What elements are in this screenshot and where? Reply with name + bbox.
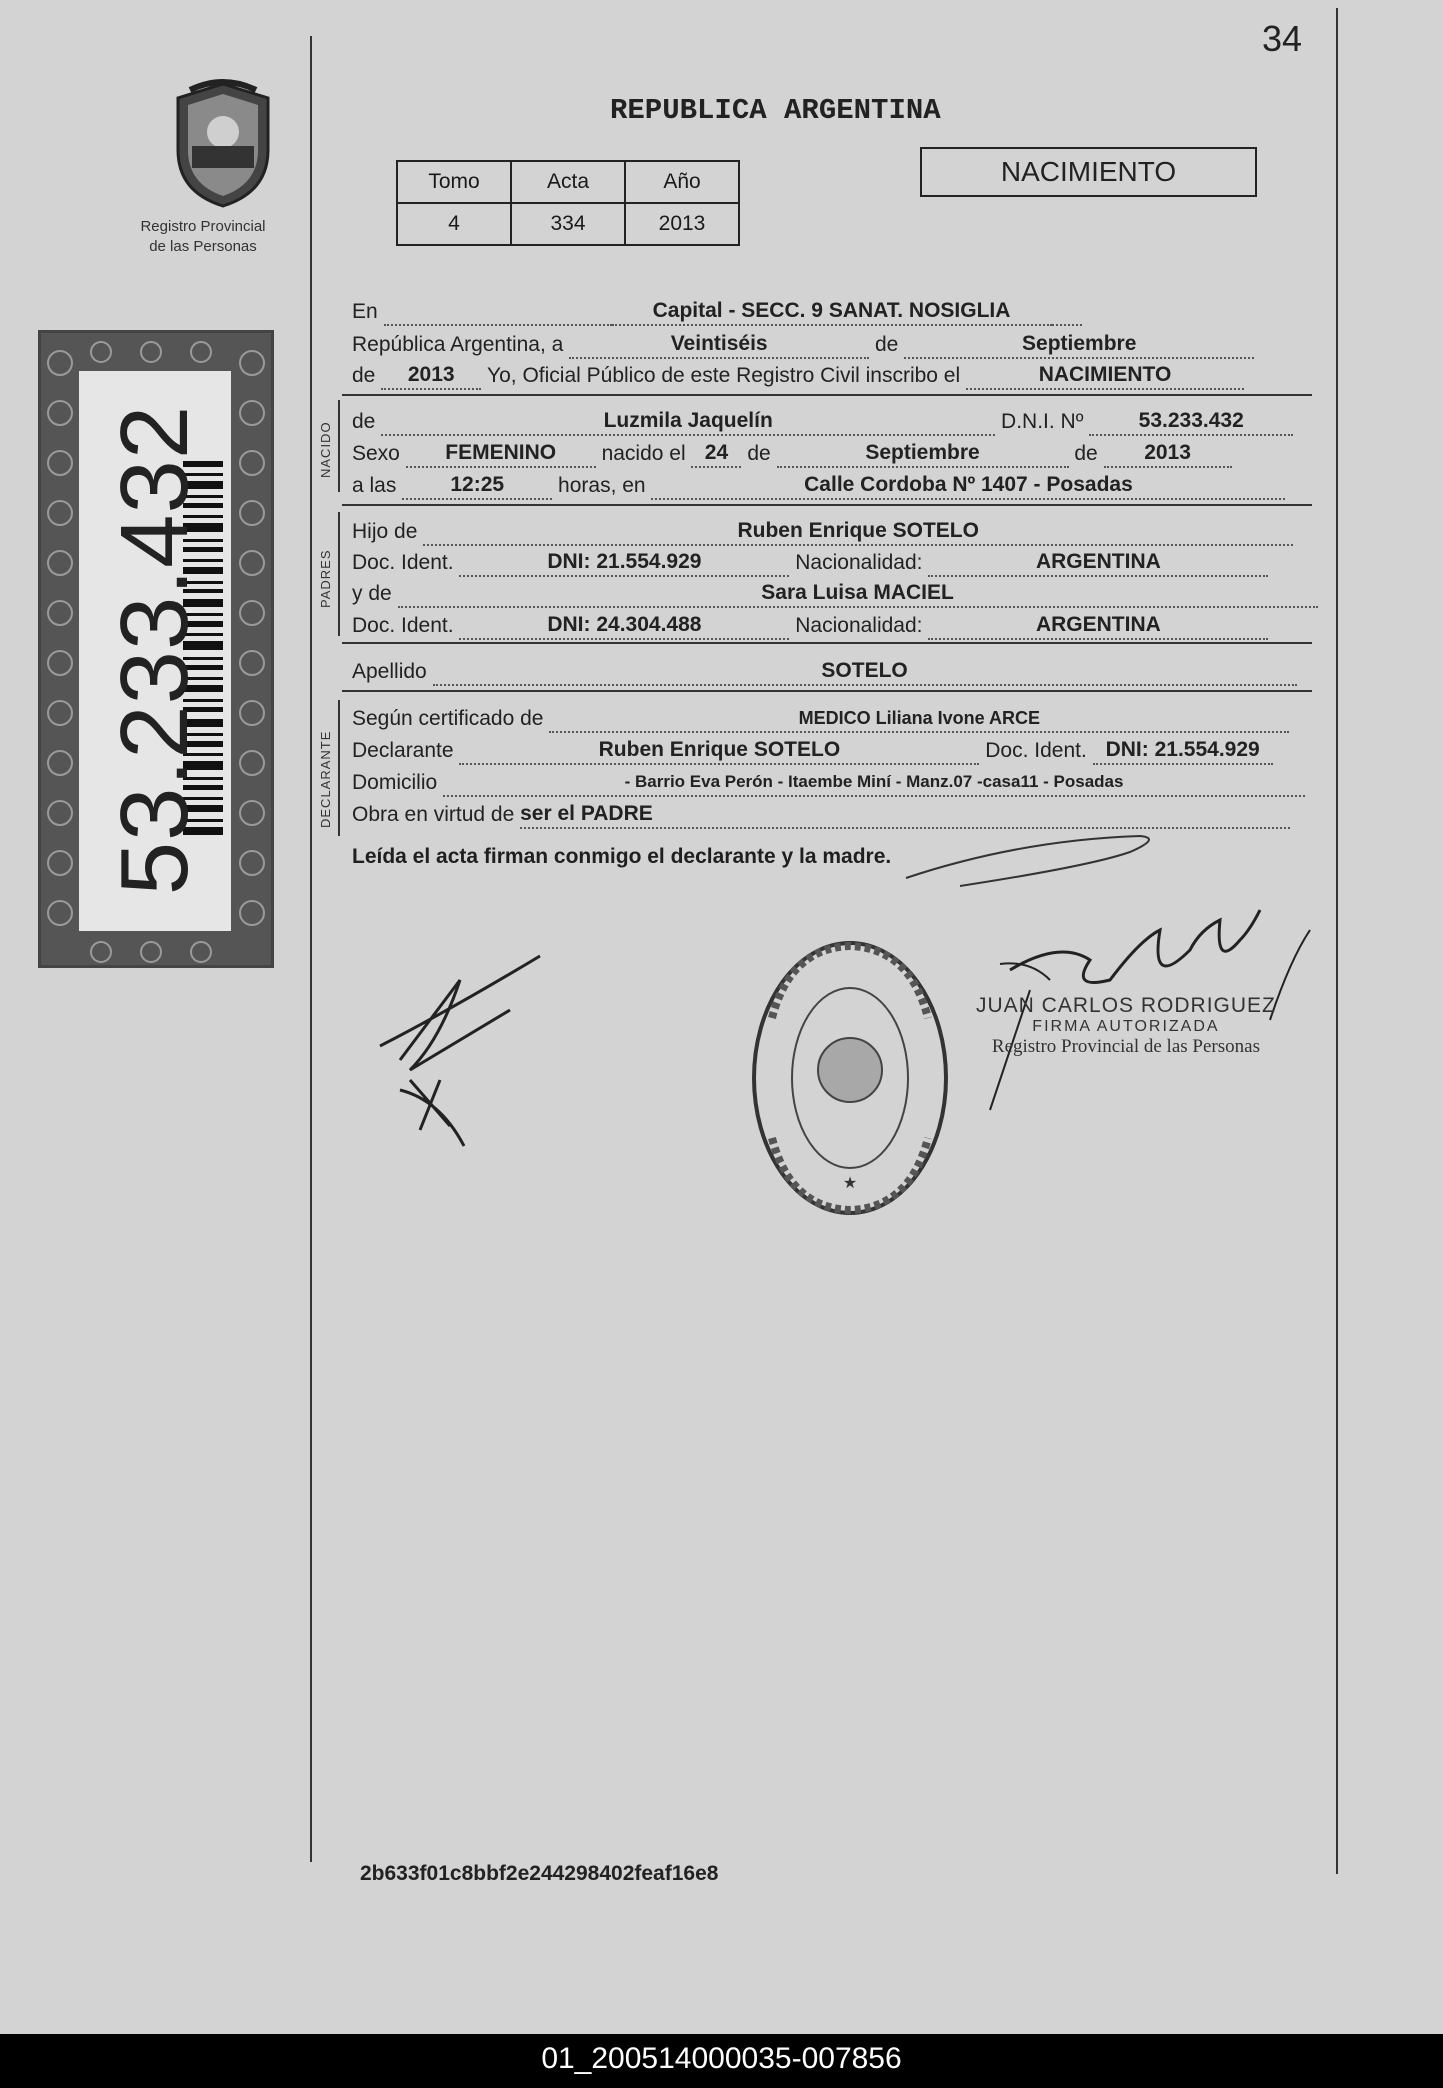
register-header-anio: Año [625, 161, 739, 203]
mother-nationality-value: ARGENTINA [928, 612, 1268, 640]
declarant-signature-icon [370, 950, 550, 1150]
domicilio-value: - Barrio Eva Perón - Itaembe Miní - Manz.07 -casa11 - Posadas [443, 769, 1305, 797]
declarante-rule [338, 700, 340, 836]
birth-year-value: 2013 [1104, 440, 1232, 468]
nacido-row-1 [352, 408, 1293, 436]
declarante-section-label: DECLARANTE [318, 730, 333, 828]
registry-stamp-icon [750, 938, 950, 1218]
signer-organization: Registro Provincial de las Personas [991, 1036, 1260, 1057]
register-header-acta: Acta [511, 161, 625, 203]
padres-row-1 [352, 518, 1293, 546]
separator-apellido [342, 690, 1312, 692]
apellido-row [352, 658, 1297, 686]
misiones-seal-icon [168, 80, 278, 210]
label-declarante: Declarante [352, 739, 454, 762]
document-hash: 2b633f01c8bbf2e244298402feaf16e8 [360, 1862, 719, 1885]
registry-name-line1: Registro Provincial [140, 218, 266, 235]
declarante-row-4 [352, 801, 1290, 829]
label-de-name: de [352, 410, 376, 433]
register-anio-value: 2013 [625, 203, 739, 245]
separator-nacido [342, 504, 1312, 506]
declarante-doc-value: DNI: 21.554.929 [1093, 737, 1273, 765]
label-sexo: Sexo [352, 442, 400, 465]
id-strip-number: 53.233.432 [101, 404, 208, 896]
page-number: 34 [1262, 18, 1303, 59]
mother-doc-value: DNI: 24.304.488 [459, 612, 789, 640]
declarante-row-2 [352, 737, 1273, 765]
child-name-value: Luzmila Jaquelín [381, 408, 995, 436]
separator-intro [342, 394, 1312, 396]
father-doc-value: DNI: 21.554.929 [459, 549, 789, 577]
nacido-row-2 [352, 440, 1232, 468]
register-tomo-value: 4 [397, 203, 511, 245]
signature-block [976, 994, 1276, 1058]
label-nationality-mother: Nacionalidad: [795, 614, 923, 637]
year-value: 2013 [381, 362, 481, 390]
place-value: Capital - SECC. 9 SANAT. NOSIGLIA [612, 298, 1052, 326]
id-label-panel [79, 371, 231, 931]
birth-month-value: Septiembre [777, 440, 1069, 468]
country-title: REPUBLICA ARGENTINA [610, 94, 941, 127]
right-margin-rule [1336, 8, 1338, 1874]
birth-day-value: 24 [691, 440, 741, 468]
birth-time-value: 12:25 [402, 472, 552, 500]
label-de-birth-month: de [747, 442, 771, 465]
register-header-tomo: Tomo [397, 161, 511, 203]
nacido-rule [338, 400, 340, 492]
label-apellido: Apellido [352, 660, 427, 683]
label-de-month: de [875, 333, 899, 356]
obra-value: ser el PADRE [520, 801, 1290, 829]
province-emblem [128, 80, 278, 255]
nacido-row-3 [352, 472, 1285, 500]
label-de-year: de [352, 364, 376, 387]
label-domicilio: Domicilio [352, 771, 438, 794]
label-nationality-father: Nacionalidad: [795, 551, 923, 574]
mother-name-value: Sara Luisa MACIEL [398, 580, 1318, 608]
intro-row-1 [352, 298, 1082, 326]
signer-name: JUAN CARLOS RODRIGUEZ [976, 994, 1276, 1017]
padres-row-3 [352, 580, 1318, 608]
registry-name-line2: de las Personas [149, 238, 257, 255]
padres-rule [338, 512, 340, 636]
register-acta-value: 334 [511, 203, 625, 245]
closing-statement: Leída el acta firman conmigo el declarante y la madre. [352, 845, 892, 868]
label-dni: D.N.I. Nº [1001, 410, 1084, 433]
padres-row-4 [352, 612, 1268, 640]
scan-file-id: 01_200514000035-007856 [541, 2042, 902, 2075]
declarante-row-1 [352, 705, 1289, 733]
scan-footer [0, 2034, 1443, 2088]
padres-section-label: PADRES [318, 549, 333, 608]
label-nacido-el: nacido el [601, 442, 686, 465]
label-doc-declarante: Doc. Ident. [985, 739, 1087, 762]
label-horas-en: horas, en [558, 474, 646, 497]
father-nationality-value: ARGENTINA [928, 549, 1268, 577]
label-hijo-de: Hijo de [352, 520, 418, 543]
label-doc-mother: Doc. Ident. [352, 614, 454, 637]
nacido-section-label: NACIDO [318, 421, 333, 478]
padres-row-2 [352, 549, 1268, 577]
register-table [396, 160, 740, 246]
act-type-box: NACIMIENTO [920, 147, 1257, 197]
label-doc-father: Doc. Ident. [352, 551, 454, 574]
label-republica: República Argentina, a [352, 333, 564, 356]
label-en: En [352, 300, 378, 323]
sexo-value: FEMENINO [406, 440, 596, 468]
signer-role: FIRMA AUTORIZADA [1032, 1018, 1220, 1035]
intro-row-2 [352, 331, 1254, 359]
closing-pen-stroke [900, 830, 1160, 890]
separator-padres [342, 642, 1312, 644]
label-y-de: y de [352, 582, 392, 605]
label-a-las: a las [352, 474, 397, 497]
month-value: Septiembre [904, 331, 1254, 359]
oficial-text: Yo, Oficial Público de este Registro Civil inscribo el [487, 364, 961, 387]
day-words-value: Veintiséis [569, 331, 869, 359]
inscription-value: NACIMIENTO [966, 362, 1244, 390]
certificado-value: MEDICO Liliana Ivone ARCE [549, 705, 1289, 733]
child-dni-value: 53.233.432 [1089, 408, 1293, 436]
declarante-name-value: Ruben Enrique SOTELO [459, 737, 979, 765]
svg-text:★: ★ [842, 1173, 858, 1192]
label-de-birth-year: de [1074, 442, 1098, 465]
label-obra: Obra en virtud de [352, 803, 515, 826]
declarante-row-3 [352, 769, 1305, 797]
birth-place-value: Calle Cordoba Nº 1407 - Posadas [651, 472, 1285, 500]
father-name-value: Ruben Enrique SOTELO [423, 518, 1293, 546]
label-certificado: Según certificado de [352, 707, 544, 730]
id-barcode-strip [38, 330, 274, 968]
intro-row-3 [352, 362, 1244, 390]
apellido-value: SOTELO [433, 658, 1297, 686]
left-margin-rule [310, 36, 312, 1862]
